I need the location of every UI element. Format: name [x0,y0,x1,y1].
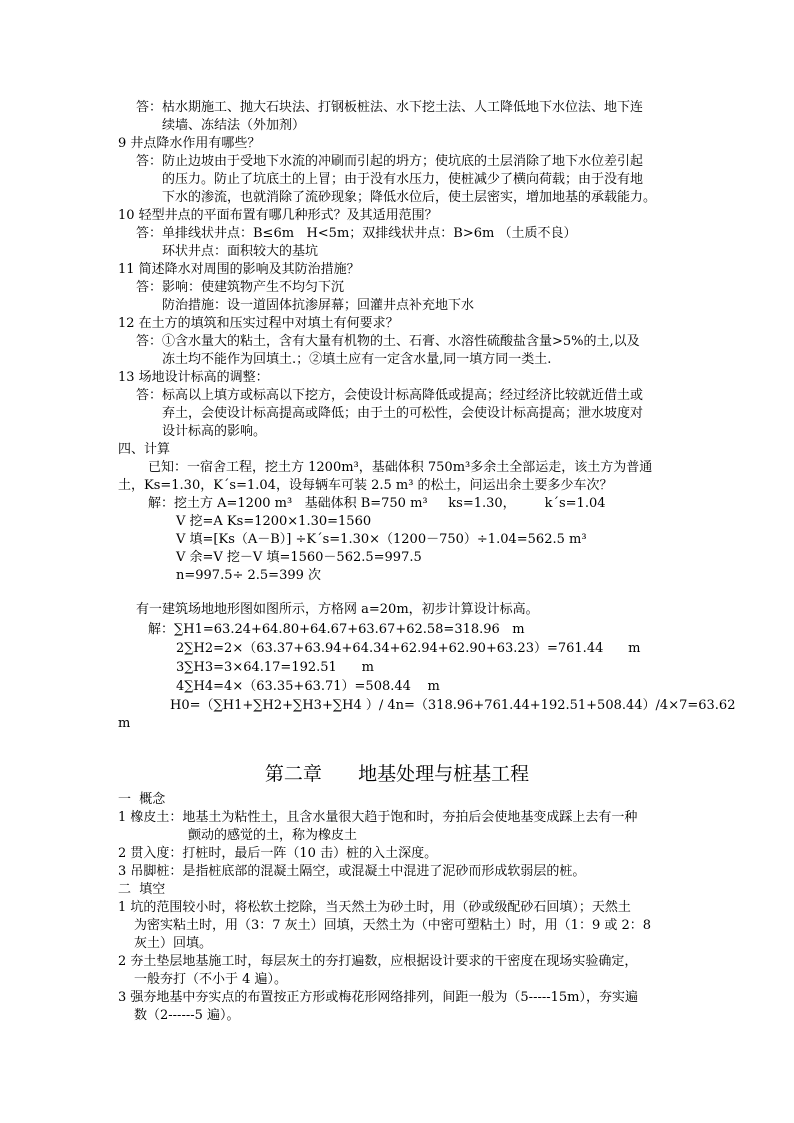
answer-13-line-2: 弃土，会使设计标高提高或降低；由于土的可松性，会使设计标高提高；泄水坡度对 [162,406,644,421]
section-heading-calculation: 四、计算 [118,442,171,457]
section-heading-concepts: 一 概念 [118,792,166,807]
question-9: 9 井点降水作用有哪些？ [118,136,261,151]
solution-2-line-2: 2∑H2=2×（63.37+63.94+64.34+62.94+62.90+63.23）=761.44 m [176,641,641,656]
answer-12-line-2: 冻土均不能作为回填土.；②填土应有一定含水量,同一填方同一类土. [162,352,552,367]
question-11: 11 简述降水对周围的影响及其防治措施？ [118,262,360,277]
fill-1-line-1: 1 坑的范围较小时，将松软土挖除，当天然土为砂土时，用（砂或级配砂石回填）；天然土 [118,900,631,915]
solution-1-line-3: V 填=[Ks（A－B）] ÷K΄s=1.30×（1200－750）÷1.04=562.5 m³ [176,532,587,547]
solution-2-line-3: 3∑H3=3×64.17=192.51 m [176,660,374,675]
solution-1-line-5: n=997.5÷ 2.5=399 次 [176,568,322,583]
solution-2-line-4: 4∑H4=4×（63.35+63.71）=508.44 m [176,679,440,694]
solution-2-line-6: m [118,716,131,731]
answer-11-line-1: 答：影响：使建筑物产生不均匀下沉 [136,280,345,295]
solution-1-line-4: V 余=V 挖－V 填=1560－562.5=997.5 [176,550,422,565]
answer-10-line-1: 答：单排线状井点：B≤6m H<5m；双排线状井点：B>6m （土质不良） [136,226,577,241]
answer-9-line-1: 答：防止边坡由于受地下水流的冲刷而引起的坍方；使坑底的土层消除了地下水位差引起 [136,154,644,169]
answer-11-line-2: 防治措施：设一道固体抗渗屏幕；回灌井点补充地下水 [162,298,475,313]
problem-1-line-1: 已知：一宿舍工程，挖土方 1200m³，基础体积 750m³多余土全部运走，该土方为普通 [148,460,653,475]
chapter-title: 第二章 地基处理与桩基工程 [264,763,530,785]
question-10: 10 轻型井点的平面布置有哪几种形式？及其适用范围？ [118,208,438,223]
problem-1-line-2: 土，Ks=1.30，K΄s=1.04，设每辆车可装 2.5 m³ 的松土，问运出余土要多少车次？ [118,478,613,493]
question-12: 12 在土方的填筑和压实过程中对填土有何要求？ [118,316,399,331]
fill-2-line-2: 一般夯打（不小于 4 遍）。 [134,972,288,987]
fill-1-line-3: 灰土）回填。 [134,936,213,951]
fill-1-line-2: 为密实粘土时，用（3：7 灰土）回填，天然土为（中密可塑粘土）时，用（1：9 或 2：8 [134,918,652,933]
solution-2-line-5: H0=（∑H1+∑H2+∑H3+∑H4 ）/ 4n=（318.96+761.44+192.51+508.44）/4×7=63.62 [170,698,736,713]
fill-3-line-1: 3 强夯地基中夯实点的布置按正方形或梅花形网络排列，间距一般为（5-----15m），夯实遍 [118,990,639,1005]
answer-13-line-1: 答：标高以上填方或标高以下挖方，会使设计标高降低或提高；经过经济比较就近借土或 [136,388,644,403]
answer-8-line-1: 答：枯水期施工、抛大石块法、打钢板桩法、水下挖土法、人工降低地下水位法、地下连 [136,100,644,115]
section-heading-fill-in: 二 填空 [118,882,166,897]
solution-1-line-1: 解：挖土方 A=1200 m³ 基础体积 B=750 m³ ks=1.30， k΄s=1.04 [148,496,606,511]
answer-10-line-2: 环状井点：面积较大的基坑 [162,244,319,259]
fill-3-line-2: 数（2------5 遍）。 [134,1008,240,1023]
question-13: 13 场地设计标高的调整： [118,370,269,385]
concept-1-line-1: 1 橡皮土：地基土为粘性土，且含水量很大趋于饱和时，夯拍后会使地基变成踩上去有一种 [118,810,638,825]
answer-9-line-2: 的压力。防止了坑底土的上冒；由于没有水压力，使桩减少了横向荷载；由于没有地 [162,172,644,187]
solution-2-line-1: 解：∑H1=63.24+64.80+64.67+63.67+62.58=318.96 m [148,622,525,637]
problem-2-text: 有一建筑场地地形图如图所示，方格网 a=20m，初步计算设计标高。 [136,602,539,617]
answer-9-line-3: 下水的渗流，也就消除了流砂现象；降低水位后，使土层密实，增加地基的承载能力。 [162,190,657,205]
concept-1-line-2: 颤动的感觉的土，称为橡皮土 [188,828,358,843]
answer-8-line-2: 续墙、冻结法（外加剂） [162,118,306,133]
concept-2: 2 贯入度：打桩时，最后一阵（10 击）桩的入土深度。 [118,846,438,861]
answer-12-line-1: 答：①含水量大的粘土，含有大量有机物的土、石膏、水溶性硫酸盐含量>5%的土,以及 [136,334,640,349]
answer-13-line-3: 设计标高的影响。 [162,424,267,439]
fill-2-line-1: 2 夯土垫层地基施工时，每层灰土的夯打遍数，应根据设计要求的干密度在现场实验确定， [118,954,638,969]
concept-3: 3 吊脚桩：是指桩底部的混凝土隔空，或混凝土中混进了泥砂而形成软弱层的桩。 [118,864,586,879]
solution-1-line-2: V 挖=A Ks=1200×1.30=1560 [176,514,372,529]
